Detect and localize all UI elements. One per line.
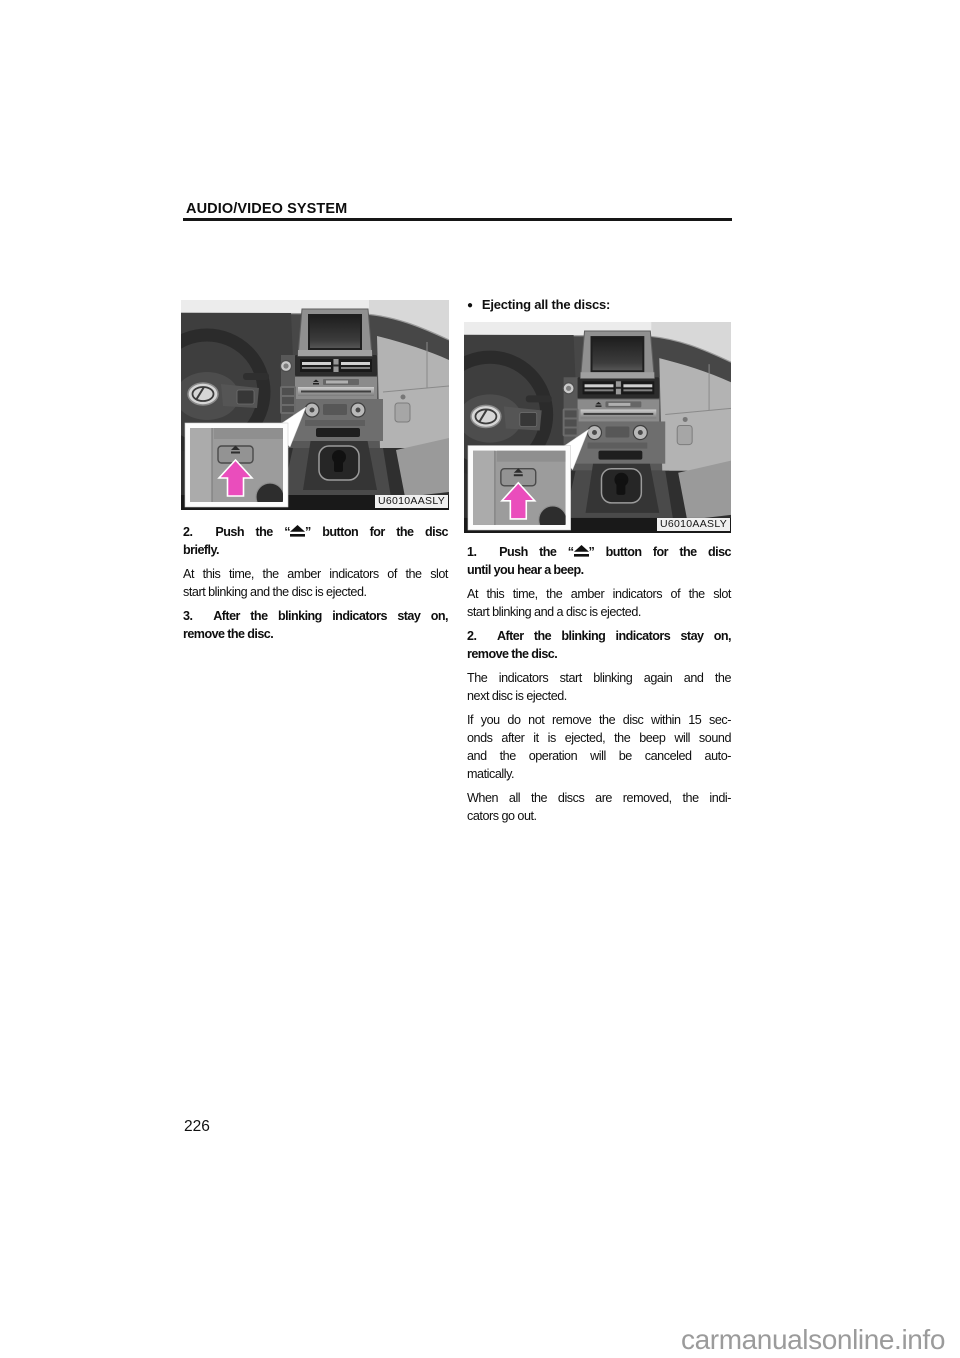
step-2-heading-line1 — [183, 523, 448, 541]
section-heading-text: Ejecting all the discs: — [481, 297, 611, 312]
eject-icon — [574, 545, 589, 557]
step-1-heading — [467, 543, 731, 579]
page-number: 226 — [184, 1118, 210, 1135]
right-column — [467, 543, 731, 825]
figure-code-label: U6010AASLY — [375, 495, 448, 508]
step-2-heading — [183, 523, 448, 559]
figure-dashboard-left — [181, 300, 449, 510]
page-header: AUDIO/VIDEO SYSTEM — [186, 201, 348, 217]
figure-code-label: U6010AASLY — [657, 518, 730, 531]
step-1-heading-line1 — [467, 543, 731, 561]
step-1-heading-line2: until you hear a beep. — [467, 563, 584, 577]
note-cancel-paragraph: If you do not remove the disc within 15 sec- onds after it is ejected, the beep will sound and the operation will be canceled auto- matically. — [467, 713, 731, 781]
step-2-body: At this time, the amber indicators of the slot start blinking and the disc is ejected. — [183, 567, 448, 599]
step-3-heading: 3. After the blinking indicators stay on, remove the disc. — [183, 609, 448, 641]
header-rule — [183, 218, 732, 221]
note-indicators-paragraph: When all the discs are removed, the indi- cators go out. — [467, 791, 731, 823]
step-2-suffix: ” button for the disc — [305, 525, 448, 539]
step-2-heading-right: 2. After the blinking indicators stay on, remove the disc. — [467, 629, 731, 661]
step-2-prefix: 2. Push the “ — [183, 525, 290, 539]
step-2-body-right: The indicators start blinking again and the next disc is ejected. — [467, 671, 731, 703]
step-1-prefix: 1. Push the “ — [467, 545, 574, 559]
section-heading-ejecting-all-discs — [467, 296, 731, 314]
watermark: carmanualsonline.info — [681, 1324, 945, 1355]
step-1-suffix: ” button for the disc — [588, 545, 731, 559]
step-1-body: At this time, the amber indicators of the slot start blinking and a disc is ejected. — [467, 587, 731, 619]
dashboard-photo-illustration — [464, 322, 731, 533]
dashboard-photo-illustration — [181, 300, 449, 510]
eject-icon — [290, 525, 305, 537]
figure-dashboard-right — [464, 322, 731, 533]
left-column — [183, 523, 448, 643]
step-2-heading-line2: briefly. — [183, 543, 219, 557]
bullet-icon: ● — [467, 299, 473, 311]
